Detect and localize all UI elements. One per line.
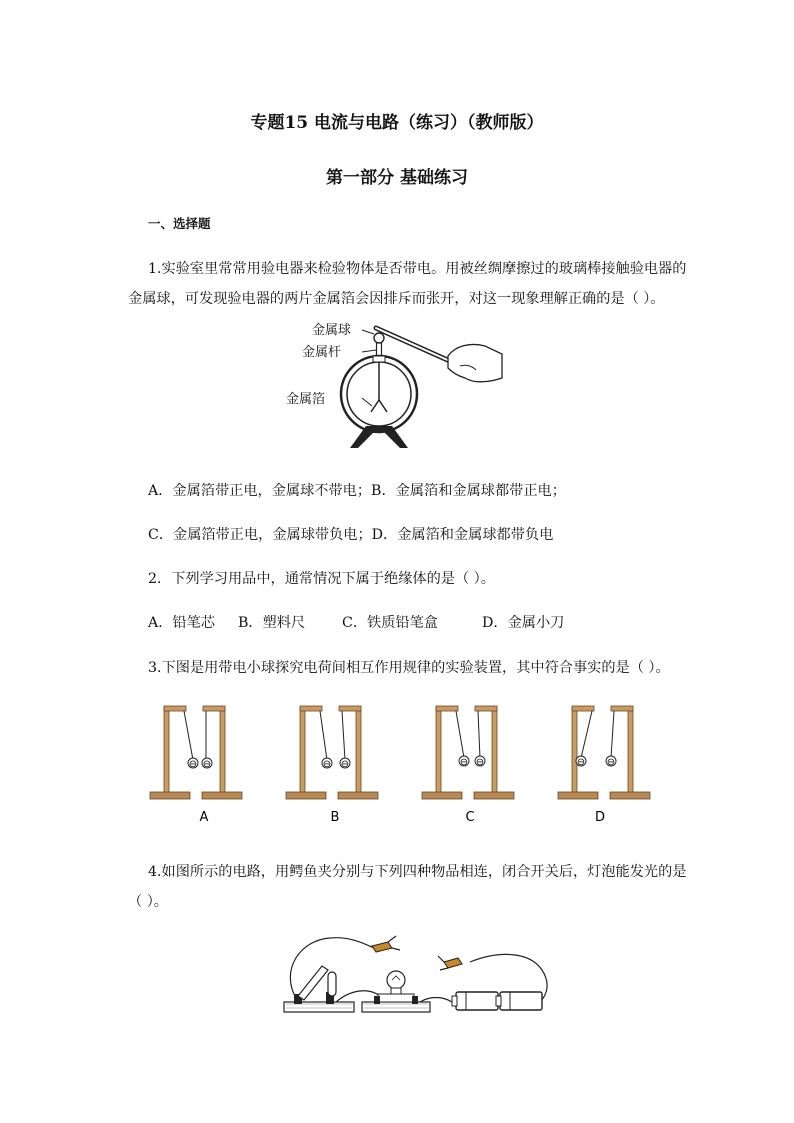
bulb-icon xyxy=(387,971,405,989)
hand-drawing xyxy=(448,344,502,381)
label-metal-rod: 金属杆 xyxy=(302,345,342,360)
ball-a-right: ⊖ xyxy=(202,759,212,770)
battery-icon xyxy=(500,992,542,1010)
document-title: 专题15 电流与电路（练习）（教师版） xyxy=(250,113,544,133)
setup-b xyxy=(286,706,378,825)
setup-c xyxy=(422,706,514,825)
setup-d xyxy=(558,706,650,825)
q2-option-d: D．金属小刀 xyxy=(482,615,565,631)
section-heading: 一、选择题 xyxy=(148,216,211,231)
clip-right-icon xyxy=(444,958,462,968)
q1-text-line1: 1.实验室里常常用验电器来检验物体是否带电。用被丝绸摩擦过的玻璃棒接触验电器的 xyxy=(148,261,687,277)
q2-option-c: C．铁质铅笔盒 xyxy=(342,615,438,631)
ball-b-right: ⊖ xyxy=(340,759,350,770)
ball-b-left: ⊖ xyxy=(322,759,332,770)
battery-icon xyxy=(456,992,498,1010)
electroscope-figure xyxy=(280,316,510,452)
switch-lever xyxy=(298,966,328,1000)
ball-d-left: ⊖ xyxy=(576,757,586,768)
q2-option-b: B．塑料尺 xyxy=(238,615,306,631)
q4-text-line2: （ ）。 xyxy=(128,894,168,910)
charged-balls-figure xyxy=(140,700,660,830)
q2-option-a: A．铅笔芯 xyxy=(148,615,215,631)
setup-d-label: D xyxy=(594,810,606,825)
electroscope-stand xyxy=(350,426,408,448)
metal-sphere xyxy=(374,333,384,343)
setup-c-label: C xyxy=(465,810,475,825)
ball-c-right: ⊖ xyxy=(475,757,485,768)
label-metal-foil: 金属箔 xyxy=(286,392,326,407)
setup-a-label: A xyxy=(199,810,209,825)
ball-c-left: ⊖ xyxy=(459,757,469,768)
bulb-board xyxy=(362,1002,430,1012)
q1-text-line2: 金属球，可发现验电器的两片金属箔会因排斥而张开，对这一现象理解正确的是（ ）。 xyxy=(128,291,665,307)
circuit-figure xyxy=(270,930,560,1022)
ball-d-right: ⊖ xyxy=(606,757,616,768)
part-title: 第一部分 基础练习 xyxy=(326,168,468,188)
setup-b-label: B xyxy=(330,810,340,825)
q2-text: 2．下列学习用品中，通常情况下属于绝缘体的是（ ）。 xyxy=(148,571,495,587)
q1-options-cd: C．金属箔带正电，金属球带负电；D．金属箔和金属球都带负电 xyxy=(148,527,554,543)
q1-options-ab: A．金属箔带正电，金属球不带电；B．金属箔和金属球都带正电； xyxy=(148,483,566,499)
q3-text: 3.下图是用带电小球探究电荷间相互作用规律的实验装置，其中符合事实的是（ ）。 xyxy=(148,660,670,676)
setup-a xyxy=(150,706,242,825)
label-metal-sphere: 金属球 xyxy=(312,323,352,338)
q4-text-line1: 4.如图所示的电路，用鳄鱼夹分别与下列四种物品相连，闭合开关后，灯泡能发光的是 xyxy=(148,864,687,880)
clip-left-icon xyxy=(372,942,392,952)
ball-a-left: ⊖ xyxy=(188,759,198,770)
